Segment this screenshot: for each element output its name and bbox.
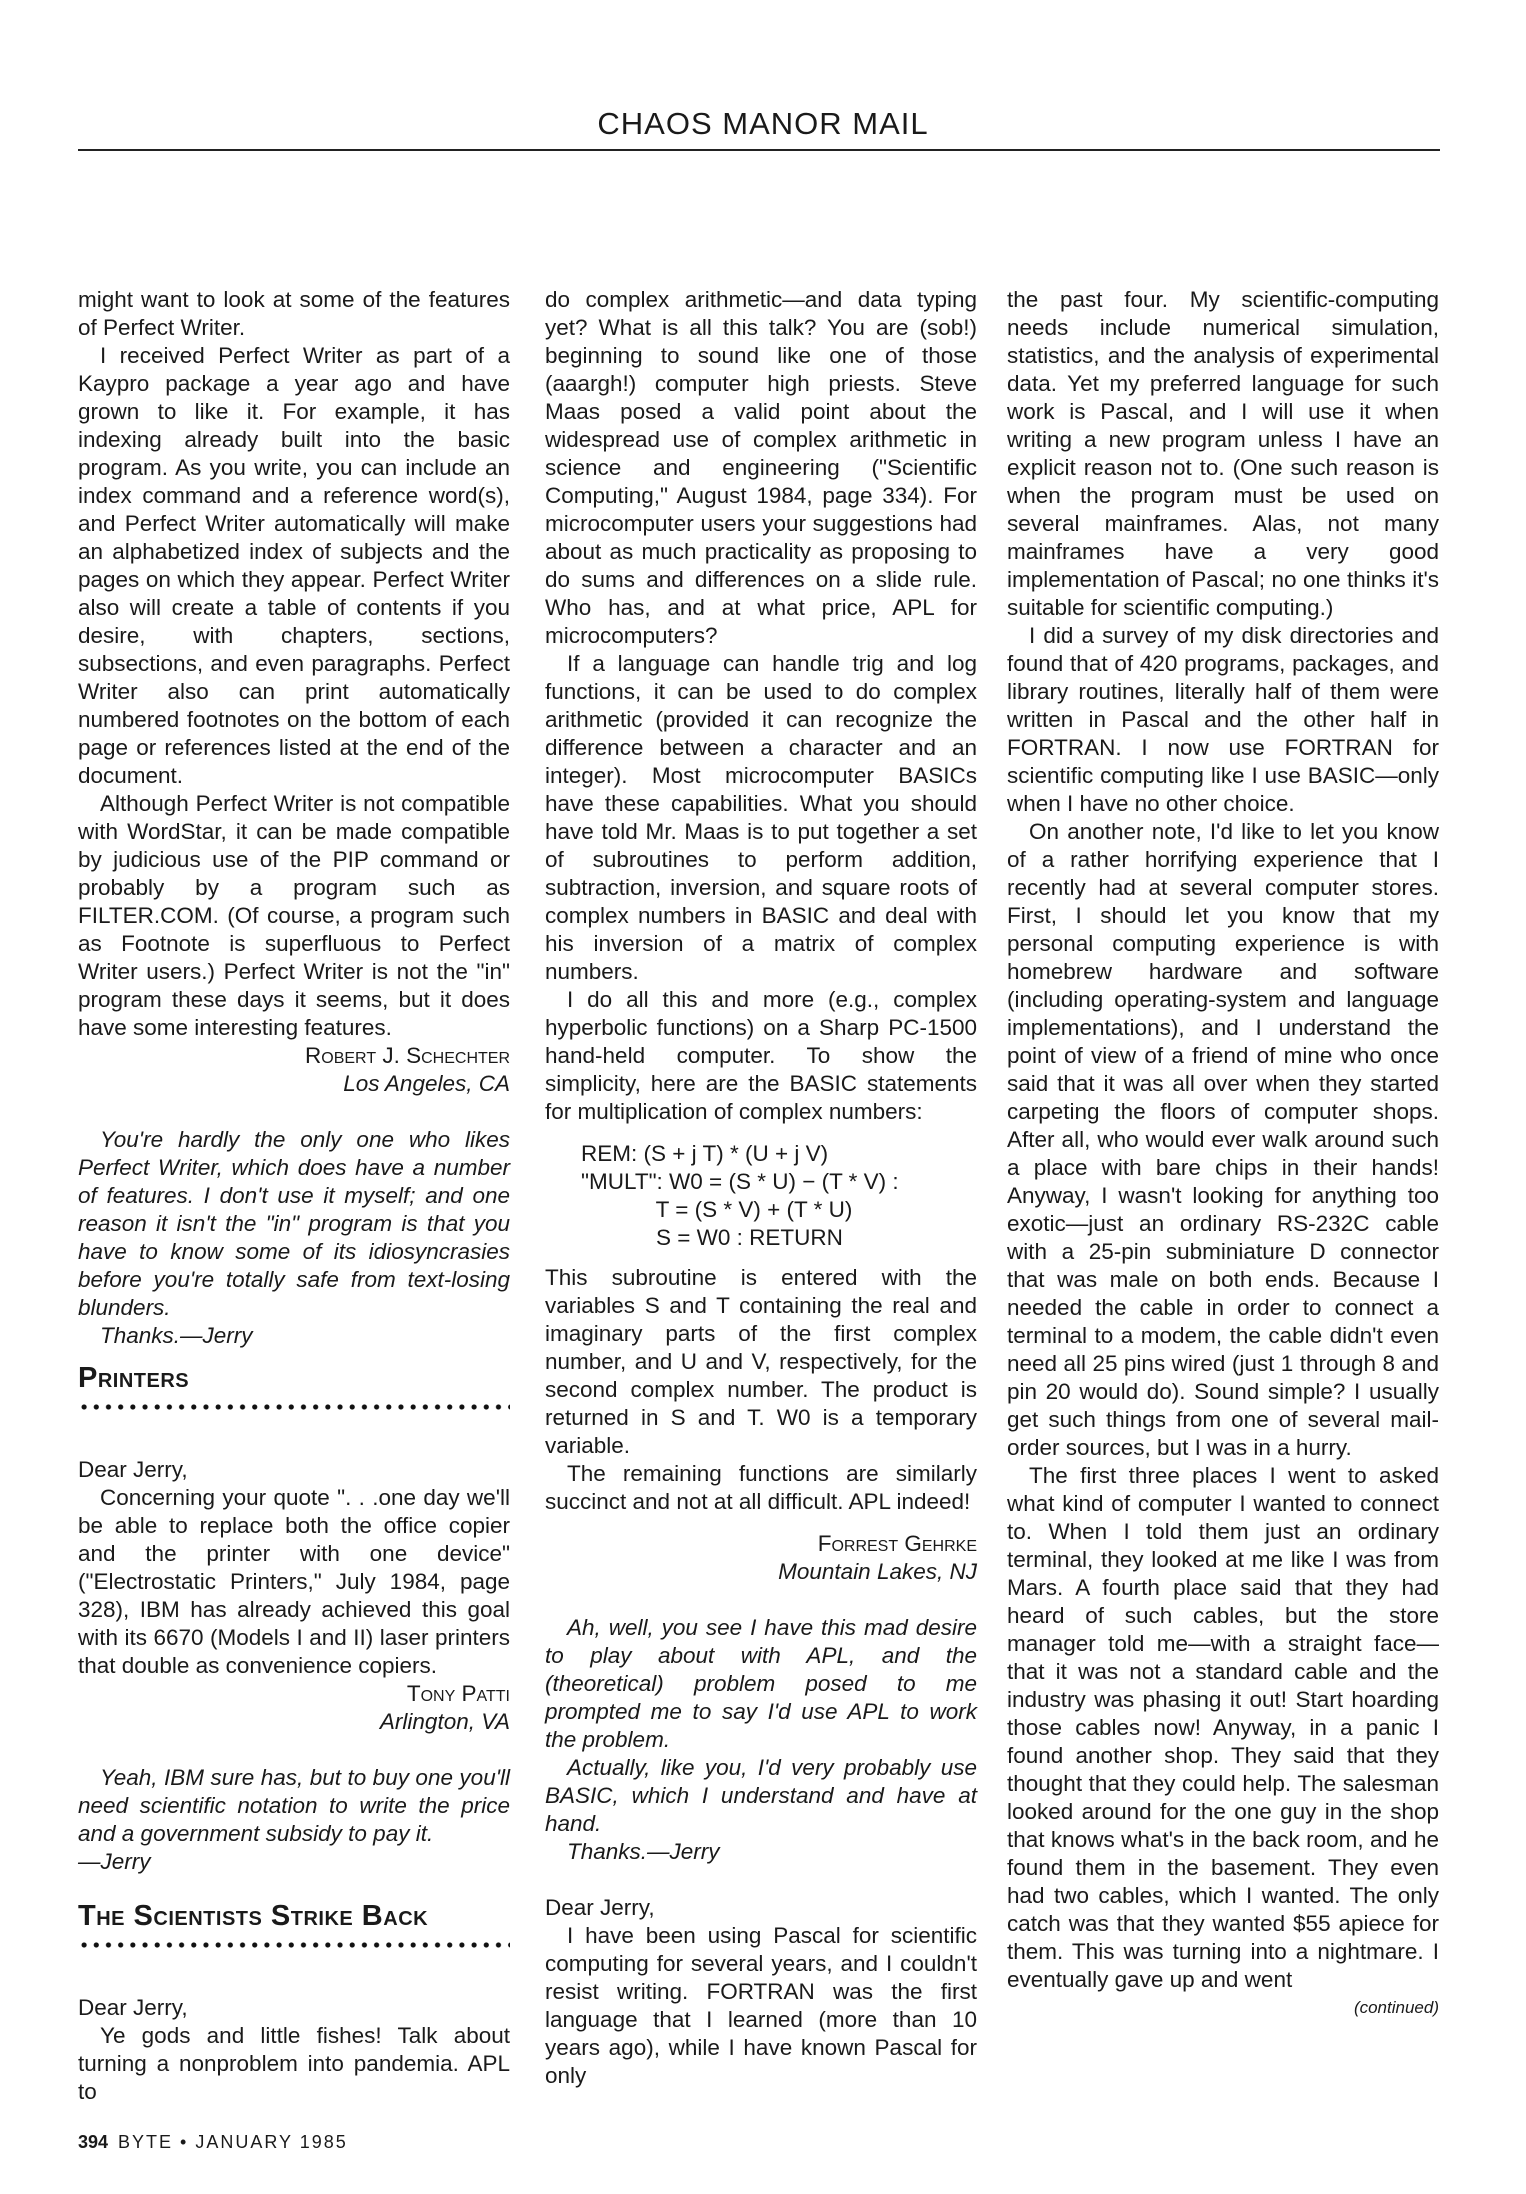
code-line: T = (S * V) + (T * U) [581,1197,853,1222]
column-2 [545,286,977,2090]
paragraph: the past four. My scientific-computing needs include numerical simulation, statistics, and the analysis of experimental data. Yet my preferred language for such work is Pascal, and I will use it when writing a new program unless I have an explicit reason not to. (One such reason is when the program must be used on several mainframes. Alas, not many mainframes have a very good implementation of Pascal; no one thinks it's suitable for scientific computing.) [1007,287,1439,620]
editor-signoff: —Jerry [78,1849,151,1874]
paragraph: I do all this and more (e.g., complex hyperbolic functions) on a Sharp PC-1500 hand-held computer. To show the simplicity, here are the BASIC statements for multiplication of complex numbers: [545,987,977,1124]
section-heading-printers: Printers [78,1362,190,1394]
author-location: Arlington, VA [379,1709,510,1734]
paragraph: Although Perfect Writer is not compatible with WordStar, it can be made compatible by judicious use of the PIP command or probably by a program such as FILTER.COM. (Of course, a program such as Footnote is superfluous to Perfect Writer users.) Perfect Writer is not the "in" program these days it seems, but it does have some interesting features. [78,791,510,1040]
paragraph: The first three places I went to asked what kind of computer I wanted to connect to. When I told them just an ordinary terminal, they looked at me like I was from Mars. A fourth place said that they had heard of such cables, but the store manager told me—with a straight face—that it was not a standard cable and the industry was phasing it out! Start hoarding those cables now! Anyway, in a panic I found another shop. They said that they thought that they could help. The salesman looked around for the one guy in the shop that knows what's in the back room, and he found them in the basement. They even had two cables, which I wanted. The only catch was that they wanted $55 apiece for them. This was turning into a nightmare. I eventually gave up and went [1007,1463,1439,1992]
publication-info: BYTE • JANUARY 1985 [118,2132,348,2152]
continued-note: (continued) [1353,1998,1439,2017]
letter-signature [545,1530,977,1586]
author-location: Los Angeles, CA [343,1071,510,1096]
code-line: S = W0 : RETURN [581,1225,843,1250]
author-location: Mountain Lakes, NJ [778,1559,977,1584]
paragraph: Ye gods and little fishes! Talk about turning a nonproblem into pandemia. APL to [78,2023,510,2104]
dotted-divider [78,1938,510,1952]
paragraph: Concerning your quote ". . .one day we'll be able to replace both the office copier and the printer with one device" ("Electrostatic Printers," July 1984, page 328), IBM has already achieved this goal with its 6670 (Models I and II) laser printers that double as convenience copiers. [78,1485,510,1678]
header-rule [78,149,1440,151]
code-line: REM: (S + j T) * (U + j V) [581,1141,829,1166]
author-name: Robert J. Schechter [305,1043,510,1068]
paragraph: On another note, I'd like to let you know of a rather horrifying experience that I recently had at several computer stores. First, I should let you know that my personal computing experience is with homebrew hardware and software (including operating-system and language implementations), and I understand the point of view of a friend of mine who once said that it was all over when they started carpeting the floors of computer shops. After all, who would ever walk around such a place with bare chips in their hands! Anyway, I wasn't looking for anything too exotic—just an ordinary RS-232C cable with a 25-pin subminiature D connector that was male on both ends. Because I needed the cable in order to connect a terminal to a modem, the cable didn't even need all 25 pins wired (just 1 through 8 and pin 20 would do). Sound simple? I usually get such things from one of several mail-order sources, but I was in a hurry. [1007,819,1439,1460]
dotted-divider [78,1400,510,1414]
page-number: 394 [78,2132,109,2152]
editor-signoff: Thanks.—Jerry [100,1323,253,1348]
paragraph: I did a survey of my disk directories and found that of 420 programs, packages, and library routines, literally half of them were written in Pascal and the other half in FORTRAN. I now use FORTRAN for scientific computing like I use BASIC—only when I have no other choice. [1007,623,1439,816]
basic-code-listing [581,1140,977,1252]
paragraph: I received Perfect Writer as part of a Kaypro package a year ago and have grown to like it. For example, it has indexing already built into the basic program. As you write, you can include an index command and a reference word(s), and Perfect Writer automatically will make an alphabetized index of subjects and the pages on which they appear. Perfect Writer also will create a table of contents if you desire, with chapters, sections, subsections, and even paragraphs. Perfect Writer also can print automatically numbered footnotes on the bottom of each page or references listed at the end of the document. [78,343,510,788]
code-line: "MULT": W0 = (S * U) − (T * V) : [581,1169,899,1194]
salutation: Dear Jerry, [545,1895,655,1920]
editor-reply: You're hardly the only one who likes Perfect Writer, which does have a number of features. I don't use it myself; and one reason it isn't the "in" program is that you have to know some of its idiosyncrasies before you're totally safe from text-losing blunders. [78,1127,510,1320]
editor-reply: Ah, well, you see I have this mad desire to play about with APL, and the (theoretical) problem posed to me prompted me to say I'd use APL to work the problem. [545,1615,977,1752]
paragraph: might want to look at some of the features of Perfect Writer. [78,287,510,340]
editor-reply: Yeah, IBM sure has, but to buy one you'll need scientific notation to write the price and a government subsidy to pay it. [78,1765,510,1846]
letter-signature [78,1042,510,1098]
editor-reply: Actually, like you, I'd very probably use BASIC, which I understand and have at hand. [545,1755,977,1836]
paragraph: The remaining functions are similarly succinct and not at all difficult. APL indeed! [545,1461,977,1514]
paragraph: This subroutine is entered with the variables S and T containing the real and imaginary parts of the first complex number, and U and V, respectively, for the second complex number. The product is returned in S and T. W0 is a temporary variable. [545,1265,977,1458]
page-footer [78,2130,348,2154]
author-name: Tony Patti [406,1681,510,1706]
running-header: CHAOS MANOR MAIL [597,106,929,141]
editor-signoff: Thanks.—Jerry [567,1839,720,1864]
column-3 [1007,286,1439,2022]
author-name: Forrest Gehrke [817,1531,977,1556]
section-heading-scientists: The Scientists Strike Back [78,1900,429,1932]
paragraph: If a language can handle trig and log functions, it can be used to do complex arithmetic (provided it can recognize the difference between a character and an integer). Most microcomputer BASICs have these capabilities. What you should have told Mr. Maas is to put together a set of subroutines to perform addition, subtraction, inversion, and square roots of complex numbers in BASIC and deal with his inversion of a matrix of complex numbers. [545,651,977,984]
paragraph: do complex arithmetic—and data typing yet? What is all this talk? You are (sob!) beginning to sound like one of those (aaargh!) computer high priests. Steve Maas posed a valid point about the widespread use of complex arithmetic in science and engineering ("Scientific Computing," August 1984, page 334). For microcomputer users your suggestions had about as much practicality as proposing to do sums and differences on a slide rule. Who has, and at what price, APL for microcomputers? [545,287,977,648]
paragraph: I have been using Pascal for scientific computing for several years, and I couldn't resist writing. FORTRAN was the first language that I learned (more than 10 years ago), while I have known Pascal for only [545,1923,977,2088]
salutation: Dear Jerry, [78,1995,188,2020]
salutation: Dear Jerry, [78,1457,188,1482]
letter-signature [78,1680,510,1736]
column-1 [78,286,510,2106]
